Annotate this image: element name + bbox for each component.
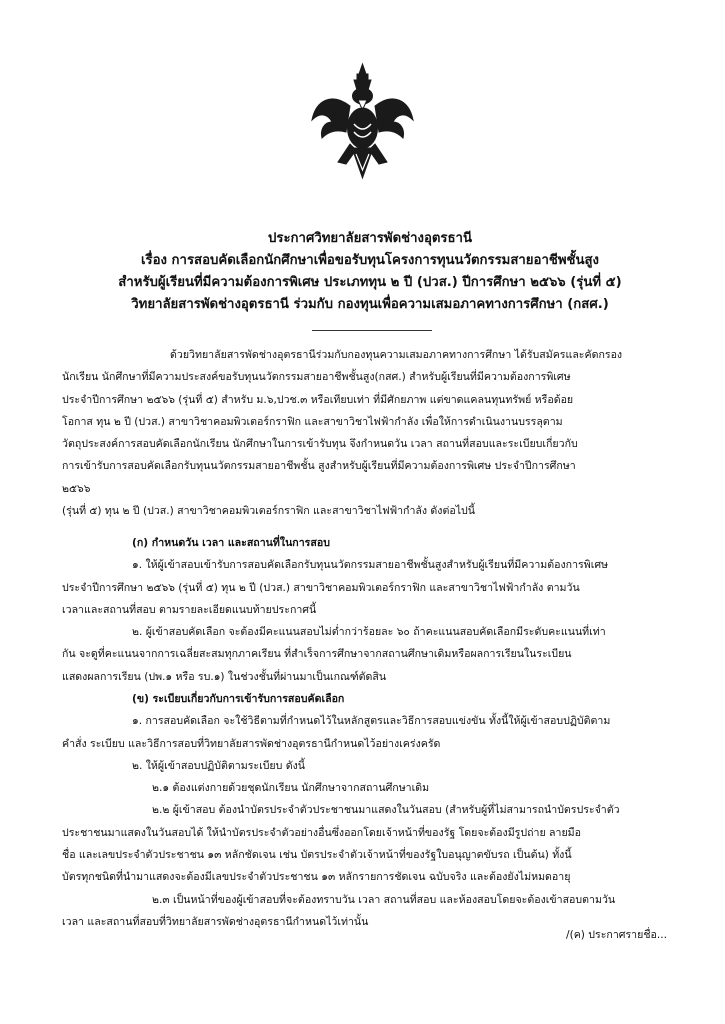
title-line-4: วิทยาลัยสารพัดช่างอุตรธานี ร่วมกับ กองทุนเพื่อความเสมอภาคทางการศึกษา (กสศ.) xyxy=(131,297,609,312)
section-b-item-2-2: ประชาชนมาแสดงในวันสอบได้ ให้นำบัตรประจำตัวอย่างอื่นซึ่งออกโดยเจ้าหน้าที่ของรัฐ โดยจะต้องมีรูปถ่าย ลายมือ xyxy=(62,826,582,839)
section-b-heading: (ข) ระเบียบเกี่ยวกับการเข้ารับการสอบคัดเลือก xyxy=(132,693,345,705)
title-line-1: ประกาศวิทยาลัยสารพัดช่างอุตรธานี xyxy=(268,231,472,246)
intro-paragraph xyxy=(62,344,662,522)
section-a-item-1: ๑. ให้ผู้เข้าสอบเข้ารับการสอบคัดเลือกรับทุนนวัตกรรมสายอาชีพชั้นสูงสำหรับผู้เรียนที่มีความต้องการพิเศษ xyxy=(132,559,609,572)
intro-line: การเข้ารับการสอบคัดเลือกรับทุนนวัตกรรมสายอาชีพชั้น สูงสำหรับผู้เรียนที่มีความต้องการพิเศษ ประจำปีการศึกษา xyxy=(62,460,576,473)
intro-line: ด้วยวิทยาลัยสารพัดช่างอุตรธานีร่วมกับกองทุนความเสมอภาคทางการศึกษา ได้รับสมัครและคัดกรอง xyxy=(170,349,623,361)
section-b xyxy=(62,688,662,933)
section-b-item-1: คำสั่ง ระเบียบ และวิธีการสอบที่วิทยาลัยสารพัดช่างอุตรธานีกำหนดไว้อย่างเคร่งครัด xyxy=(62,737,441,750)
section-b-item-2-2: ชื่อ และเลขประจำตัวประชาชน ๑๓ หลักชัดเจน เช่น บัตรประจำตัวเจ้าหน้าที่ของรัฐใบอนุญาตขับรถ เป็นต้น) ทั้งนี้ xyxy=(62,849,572,862)
continuation-note: /(ค) ประกาศรายชื่อ... xyxy=(566,929,667,941)
section-b-item-2-3: ๒.๓ เป็นหน้าที่ของผู้เข้าสอบที่จะต้องทราบวัน เวลา สถานที่สอบ และห้องสอบโดยจะต้องเข้าสอบตามวัน xyxy=(152,893,616,906)
section-b-item-2-3: เวลา และสถานที่สอบที่วิทยาลัยสารพัดช่างอุตรธานีกำหนดไว้เท่านั้น xyxy=(62,915,369,928)
intro-line: วัตถุประสงค์การสอบคัดเลือกนักเรียน นักศึกษาในการเข้ารับทุน จึงกำหนดวัน เวลา สถานที่สอบและระเบียบเกี่ยวกับ xyxy=(62,438,578,451)
intro-line: ประจำปีการศึกษา ๒๕๖๖ (รุ่นที่ ๕) สำหรับ ม.๖,ปวช.๓ หรือเทียบเท่า ที่มีศักยภาพ แต่ขาดแคลนทุนทรัพย์ หรือด้อย xyxy=(62,393,574,406)
section-b-item-2-2: บัตรทุกชนิดที่นำมาแสดงจะต้องมีเลขประจำตัวประชาชน ๑๓ หลักรายการชัดเจน ฉบับจริง และต้องยังไม่หมดอายุ xyxy=(62,871,571,884)
section-a-item-2: กัน จะดูที่คะแนนจากการเฉลี่ยสะสมทุกภาคเรียน ที่สำเร็จการศึกษาจากสถานศึกษาเดิมหรือผลการเรียนในระเบียน xyxy=(62,648,572,661)
section-a-item-1: เวลาและสถานที่สอบ ตามรายละเอียดแนบท้ายประกาศนี้ xyxy=(62,603,317,616)
title-line-3: สำหรับผู้เรียนที่มีความต้องการพิเศษ ประเภททุน ๒ ปี (ปวส.) ปีการศึกษา ๒๕๖๖ (รุ่นที่ ๕) xyxy=(118,275,622,290)
garuda-emblem-icon xyxy=(310,62,415,180)
section-a-item-2: ๒. ผู้เข้าสอบคัดเลือก จะต้องมีคะแนนสอบไม่ต่ำกว่าร้อยละ ๖๐ ถ้าคะแนนสอบคัดเลือกมีระดับคะแนนที่เท่า xyxy=(132,626,606,639)
section-a-heading: (ก) กำหนดวัน เวลา และสถานที่ในการสอบ xyxy=(132,537,330,549)
section-a-item-2: แสดงผลการเรียน (ปพ.๑ หรือ รบ.๑) ในช่วงชั้นที่ผ่านมาเป็นเกณฑ์ตัดสิน xyxy=(62,670,387,683)
intro-line: โอกาส ทุน ๒ ปี (ปวส.) สาขาวิชาคอมพิวเตอร์กราฟิก และสาขาวิชาไฟฟ้ากำลัง เพื่อให้การดำเนินงานบรรลุตาม xyxy=(62,415,563,428)
title-line-2: เรื่อง การสอบคัดเลือกนักศึกษาเพื่อขอรับทุนโครงการทุนนวัตกรรมสายอาชีพชั้นสูง xyxy=(141,253,599,268)
intro-line: (รุ่นที่ ๕) ทุน ๒ ปี (ปวส.) สาขาวิชาคอมพิวเตอร์กราฟิก และสาขาวิชาไฟฟ้ากำลัง ดังต่อไปนี้ xyxy=(62,505,476,518)
section-b-item-2: ๒. ให้ผู้เข้าสอบปฏิบัติตามระเบียบ ดังนี้ xyxy=(132,759,306,772)
section-b-item-2-2: ๒.๒ ผู้เข้าสอบ ต้องนำบัตรประจำตัวประชาชนมาแสดงในวันสอบ (สำหรับผู้ที่ไม่สามารถนำบัตรประจำตัว xyxy=(152,804,620,817)
intro-line: นักเรียน นักศึกษาที่มีความประสงค์ขอรับทุนนวัตกรรมสายอาชีพชั้นสูง(กสศ.) สำหรับผู้เรียนที่มีความต้องการพิเศษ xyxy=(62,371,571,384)
section-b-item-2-1: ๒.๑ ต้องแต่งกายด้วยชุดนักเรียน นักศึกษาจากสถานศึกษาเดิม xyxy=(152,782,430,795)
section-a xyxy=(62,532,662,688)
section-b-item-1: ๑. การสอบคัดเลือก จะใช้วิธีตามที่กำหนดไว้ในหลักสูตรและวิธีการสอบแข่งขัน ทั้งนี้ให้ผู้เข้าสอบปฏิบัติตาม xyxy=(132,715,611,728)
section-a-item-1: ประจำปีการศึกษา ๒๕๖๖ (รุ่นที่ ๕) ทุน ๒ ปี (ปวส.) สาขาวิชาคอมพิวเตอร์กราฟิก และสาขาวิชาไฟฟ้ากำลัง ตามวัน xyxy=(62,581,580,594)
document-title xyxy=(60,228,680,316)
title-divider xyxy=(312,330,432,331)
intro-line: ๒๕๖๖ xyxy=(62,482,91,495)
